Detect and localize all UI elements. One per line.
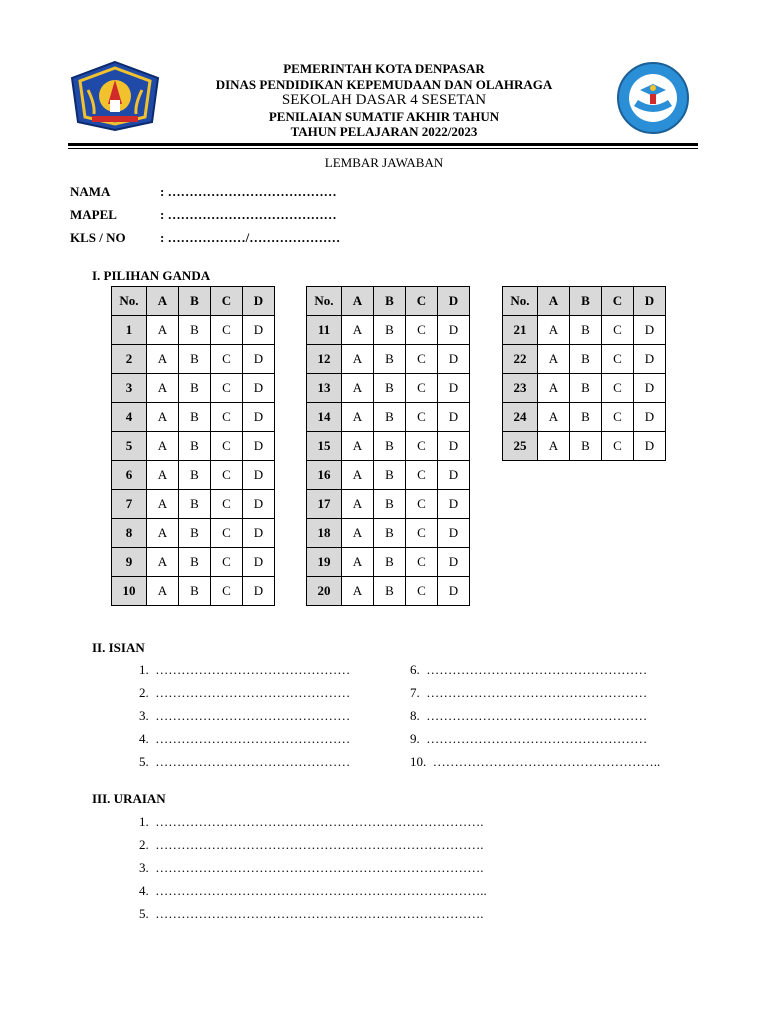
header-option: B bbox=[570, 287, 602, 316]
item-number: 10. bbox=[410, 754, 427, 769]
table-header-row bbox=[503, 287, 666, 316]
answer-option[interactable]: B bbox=[179, 345, 211, 374]
table-row bbox=[112, 403, 275, 432]
answer-option[interactable]: B bbox=[179, 316, 211, 345]
table-row bbox=[112, 432, 275, 461]
answer-option[interactable]: A bbox=[147, 316, 179, 345]
short-answer-line[interactable] bbox=[410, 708, 647, 724]
answer-blank[interactable]: …………………………………………… bbox=[426, 731, 648, 746]
header-option: A bbox=[147, 287, 179, 316]
answer-option[interactable]: A bbox=[342, 490, 374, 519]
answer-option[interactable]: D bbox=[243, 577, 275, 606]
item-number: 1. bbox=[139, 662, 149, 677]
answer-option[interactable]: C bbox=[602, 374, 634, 403]
multiple-choice-heading: I. PILIHAN GANDA bbox=[92, 268, 211, 283]
answer-option[interactable]: C bbox=[406, 374, 438, 403]
table-row bbox=[112, 519, 275, 548]
item-number: 2. bbox=[139, 837, 149, 852]
exam-name: PENILAIAN SUMATIF AKHIR TAHUN bbox=[268, 109, 500, 124]
answer-option[interactable]: A bbox=[342, 316, 374, 345]
answer-option[interactable]: D bbox=[243, 374, 275, 403]
answer-option[interactable]: C bbox=[406, 403, 438, 432]
answer-option[interactable]: A bbox=[147, 374, 179, 403]
question-number: 18 bbox=[307, 519, 342, 548]
header-option: C bbox=[211, 287, 243, 316]
answer-option[interactable]: A bbox=[147, 548, 179, 577]
answer-option[interactable]: D bbox=[438, 519, 470, 548]
name-label: NAMA bbox=[70, 184, 111, 199]
answer-option[interactable]: D bbox=[438, 316, 470, 345]
school-name: SEKOLAH DASAR 4 SESETAN bbox=[281, 92, 487, 108]
item-number: 3. bbox=[139, 860, 149, 875]
header-option: C bbox=[406, 287, 438, 316]
table-row bbox=[307, 461, 470, 490]
answer-option[interactable]: A bbox=[538, 432, 570, 461]
answer-blank[interactable]: …………………………………………………………………. bbox=[155, 906, 484, 921]
page-title: LEMBAR JAWABAN bbox=[324, 155, 444, 170]
answer-option[interactable]: C bbox=[211, 577, 243, 606]
answer-blank[interactable]: ……………………………………… bbox=[155, 662, 351, 677]
answer-option[interactable]: A bbox=[342, 577, 374, 606]
table-row bbox=[307, 519, 470, 548]
answer-option[interactable]: B bbox=[179, 577, 211, 606]
answer-option[interactable]: B bbox=[179, 548, 211, 577]
answer-option[interactable]: B bbox=[179, 519, 211, 548]
header-divider-thick bbox=[68, 143, 698, 146]
table-row bbox=[112, 461, 275, 490]
question-number: 13 bbox=[307, 374, 342, 403]
answer-option[interactable]: D bbox=[243, 403, 275, 432]
header-number: No. bbox=[503, 287, 538, 316]
question-number: 7 bbox=[112, 490, 147, 519]
header-option: A bbox=[342, 287, 374, 316]
question-number: 17 bbox=[307, 490, 342, 519]
answer-option[interactable]: B bbox=[374, 403, 406, 432]
answer-option[interactable]: B bbox=[374, 345, 406, 374]
class-number-field[interactable]: : ………………/………………… bbox=[160, 230, 341, 245]
answer-option[interactable]: D bbox=[634, 403, 666, 432]
answer-option[interactable]: A bbox=[342, 374, 374, 403]
answer-option[interactable]: C bbox=[406, 577, 438, 606]
answer-option[interactable]: B bbox=[179, 432, 211, 461]
item-number: 8. bbox=[410, 708, 420, 723]
department-title: DINAS PENDIDIKAN KEPEMUDAAN DAN OLAHRAGA bbox=[215, 77, 553, 92]
table-header-row bbox=[112, 287, 275, 316]
item-number: 5. bbox=[139, 906, 149, 921]
answer-option[interactable]: B bbox=[570, 345, 602, 374]
item-number: 4. bbox=[139, 731, 149, 746]
answer-option[interactable]: B bbox=[374, 577, 406, 606]
answer-option[interactable]: C bbox=[406, 316, 438, 345]
answer-option[interactable]: D bbox=[634, 345, 666, 374]
question-number: 23 bbox=[503, 374, 538, 403]
answer-table-11-20 bbox=[306, 286, 470, 606]
header-option: A bbox=[538, 287, 570, 316]
answer-option[interactable]: B bbox=[179, 374, 211, 403]
answer-option[interactable]: C bbox=[406, 519, 438, 548]
table-row bbox=[503, 403, 666, 432]
header-option: B bbox=[179, 287, 211, 316]
answer-option[interactable]: C bbox=[211, 316, 243, 345]
essay-answer-line[interactable] bbox=[139, 883, 487, 899]
table-header-row bbox=[307, 287, 470, 316]
short-answer-heading: II. ISIAN bbox=[92, 640, 145, 655]
answer-option[interactable]: C bbox=[406, 490, 438, 519]
answer-option[interactable]: A bbox=[538, 374, 570, 403]
answer-option[interactable]: B bbox=[570, 432, 602, 461]
question-number: 22 bbox=[503, 345, 538, 374]
table-row bbox=[307, 548, 470, 577]
question-number: 10 bbox=[112, 577, 147, 606]
table-row bbox=[307, 432, 470, 461]
answer-blank[interactable]: …………………………………………………………………. bbox=[155, 860, 484, 875]
answer-option[interactable]: C bbox=[211, 432, 243, 461]
question-number: 8 bbox=[112, 519, 147, 548]
academic-year: TAHUN PELAJARAN 2022/2023 bbox=[290, 124, 478, 139]
table-row bbox=[503, 345, 666, 374]
answer-option[interactable]: C bbox=[211, 374, 243, 403]
answer-option[interactable]: B bbox=[374, 432, 406, 461]
answer-option[interactable]: A bbox=[538, 403, 570, 432]
answer-option[interactable]: C bbox=[406, 345, 438, 374]
short-answer-line[interactable] bbox=[139, 662, 350, 678]
table-row bbox=[307, 316, 470, 345]
answer-option[interactable]: D bbox=[634, 432, 666, 461]
header-number: No. bbox=[112, 287, 147, 316]
answer-option[interactable]: A bbox=[538, 345, 570, 374]
answer-option[interactable]: B bbox=[374, 461, 406, 490]
answer-option[interactable]: D bbox=[438, 490, 470, 519]
answer-blank[interactable]: ……………………………………… bbox=[155, 754, 351, 769]
table-row bbox=[503, 432, 666, 461]
question-number: 6 bbox=[112, 461, 147, 490]
short-answer-line[interactable] bbox=[139, 685, 350, 701]
answer-option[interactable]: A bbox=[147, 577, 179, 606]
answer-option[interactable]: C bbox=[211, 461, 243, 490]
item-number: 9. bbox=[410, 731, 420, 746]
answer-option[interactable]: D bbox=[634, 374, 666, 403]
answer-option[interactable]: D bbox=[438, 461, 470, 490]
answer-option[interactable]: B bbox=[570, 374, 602, 403]
answer-option[interactable]: C bbox=[602, 316, 634, 345]
item-number: 1. bbox=[139, 814, 149, 829]
answer-option[interactable]: D bbox=[438, 432, 470, 461]
answer-option[interactable]: A bbox=[342, 432, 374, 461]
name-field[interactable]: : ………………………………… bbox=[160, 184, 337, 199]
short-answer-line[interactable] bbox=[410, 754, 660, 770]
essay-answer-line[interactable] bbox=[139, 906, 484, 922]
question-number: 4 bbox=[112, 403, 147, 432]
answer-option[interactable]: B bbox=[570, 316, 602, 345]
subject-label: MAPEL bbox=[70, 207, 117, 222]
answer-option[interactable]: A bbox=[147, 490, 179, 519]
answer-option[interactable]: C bbox=[602, 345, 634, 374]
question-number: 12 bbox=[307, 345, 342, 374]
header-option: D bbox=[438, 287, 470, 316]
essay-answer-line[interactable] bbox=[139, 837, 484, 853]
table-row bbox=[503, 374, 666, 403]
answer-option[interactable]: C bbox=[602, 403, 634, 432]
answer-option[interactable]: C bbox=[406, 548, 438, 577]
header-option: C bbox=[602, 287, 634, 316]
answer-option[interactable]: C bbox=[602, 432, 634, 461]
government-title: PEMERINTAH KOTA DENPASAR bbox=[283, 61, 485, 76]
item-number: 3. bbox=[139, 708, 149, 723]
header-divider-thin bbox=[68, 148, 698, 149]
answer-option[interactable]: C bbox=[211, 403, 243, 432]
answer-option[interactable]: B bbox=[179, 403, 211, 432]
essay-answer-line[interactable] bbox=[139, 814, 484, 830]
answer-option[interactable]: B bbox=[374, 519, 406, 548]
answer-option[interactable]: D bbox=[243, 548, 275, 577]
table-row bbox=[307, 374, 470, 403]
table-row bbox=[307, 345, 470, 374]
answer-option[interactable]: D bbox=[438, 577, 470, 606]
table-row bbox=[503, 316, 666, 345]
answer-option[interactable]: D bbox=[634, 316, 666, 345]
short-answer-line[interactable] bbox=[410, 731, 647, 747]
item-number: 6. bbox=[410, 662, 420, 677]
table-row bbox=[307, 403, 470, 432]
answer-option[interactable]: C bbox=[406, 461, 438, 490]
answer-blank[interactable]: …………………………………………………………………. bbox=[155, 814, 484, 829]
answer-table-1-10 bbox=[111, 286, 275, 606]
question-number: 25 bbox=[503, 432, 538, 461]
short-answer-line[interactable] bbox=[139, 754, 350, 770]
answer-option[interactable]: D bbox=[243, 432, 275, 461]
answer-option[interactable]: A bbox=[147, 345, 179, 374]
answer-option[interactable]: B bbox=[374, 374, 406, 403]
question-number: 5 bbox=[112, 432, 147, 461]
answer-option[interactable]: B bbox=[179, 461, 211, 490]
answer-option[interactable]: A bbox=[147, 432, 179, 461]
question-number: 20 bbox=[307, 577, 342, 606]
answer-option[interactable]: B bbox=[374, 316, 406, 345]
answer-option[interactable]: B bbox=[374, 490, 406, 519]
header-number: No. bbox=[307, 287, 342, 316]
table-row bbox=[112, 316, 275, 345]
answer-option[interactable]: A bbox=[147, 519, 179, 548]
question-number: 24 bbox=[503, 403, 538, 432]
answer-option[interactable]: A bbox=[538, 316, 570, 345]
answer-option[interactable]: D bbox=[243, 519, 275, 548]
answer-blank[interactable]: …………………………………………….. bbox=[432, 754, 661, 769]
essay-heading: III. URAIAN bbox=[92, 791, 166, 806]
header-option: D bbox=[243, 287, 275, 316]
short-answer-line[interactable] bbox=[410, 662, 647, 678]
answer-option[interactable]: D bbox=[243, 316, 275, 345]
answer-option[interactable]: A bbox=[342, 403, 374, 432]
table-row bbox=[112, 548, 275, 577]
answer-blank[interactable]: ………………………………………………………………….. bbox=[155, 883, 487, 898]
item-number: 4. bbox=[139, 883, 149, 898]
question-number: 11 bbox=[307, 316, 342, 345]
question-number: 19 bbox=[307, 548, 342, 577]
answer-option[interactable]: A bbox=[147, 403, 179, 432]
question-number: 21 bbox=[503, 316, 538, 345]
question-number: 3 bbox=[112, 374, 147, 403]
item-number: 2. bbox=[139, 685, 149, 700]
class-number-label: KLS / NO bbox=[70, 230, 126, 245]
answer-option[interactable]: D bbox=[438, 345, 470, 374]
question-number: 9 bbox=[112, 548, 147, 577]
answer-option[interactable]: A bbox=[342, 519, 374, 548]
answer-option[interactable]: C bbox=[211, 490, 243, 519]
table-row bbox=[112, 374, 275, 403]
answer-option[interactable]: A bbox=[342, 345, 374, 374]
answer-option[interactable]: A bbox=[342, 461, 374, 490]
answer-option[interactable]: B bbox=[179, 490, 211, 519]
table-row bbox=[112, 345, 275, 374]
answer-blank[interactable]: …………………………………………… bbox=[426, 662, 648, 677]
answer-option[interactable]: C bbox=[406, 432, 438, 461]
answer-option[interactable]: D bbox=[438, 374, 470, 403]
answer-option[interactable]: B bbox=[570, 403, 602, 432]
answer-blank[interactable]: …………………………………………………………………. bbox=[155, 837, 484, 852]
answer-option[interactable]: D bbox=[438, 403, 470, 432]
question-number: 14 bbox=[307, 403, 342, 432]
answer-option[interactable]: D bbox=[243, 490, 275, 519]
table-row bbox=[307, 577, 470, 606]
answer-option[interactable]: A bbox=[147, 461, 179, 490]
table-row bbox=[112, 490, 275, 519]
header-option: D bbox=[634, 287, 666, 316]
item-number: 5. bbox=[139, 754, 149, 769]
short-answer-line[interactable] bbox=[410, 685, 647, 701]
table-row bbox=[112, 577, 275, 606]
question-number: 1 bbox=[112, 316, 147, 345]
answer-option[interactable]: C bbox=[211, 548, 243, 577]
short-answer-line[interactable] bbox=[139, 731, 350, 747]
item-number: 7. bbox=[410, 685, 420, 700]
question-number: 2 bbox=[112, 345, 147, 374]
question-number: 16 bbox=[307, 461, 342, 490]
essay-answer-line[interactable] bbox=[139, 860, 484, 876]
answer-blank[interactable]: ……………………………………… bbox=[155, 708, 351, 723]
answer-table-21-25 bbox=[502, 286, 666, 461]
answer-blank[interactable]: ……………………………………… bbox=[155, 685, 351, 700]
answer-option[interactable]: A bbox=[342, 548, 374, 577]
answer-option[interactable]: D bbox=[438, 548, 470, 577]
answer-option[interactable]: C bbox=[211, 519, 243, 548]
answer-option[interactable]: D bbox=[243, 345, 275, 374]
answer-option[interactable]: D bbox=[243, 461, 275, 490]
answer-option[interactable]: C bbox=[211, 345, 243, 374]
answer-option[interactable]: B bbox=[374, 548, 406, 577]
table-row bbox=[307, 490, 470, 519]
short-answer-line[interactable] bbox=[139, 708, 350, 724]
answer-blank[interactable]: …………………………………………… bbox=[426, 708, 648, 723]
header-option: B bbox=[374, 287, 406, 316]
question-number: 15 bbox=[307, 432, 342, 461]
answer-blank[interactable]: ……………………………………… bbox=[155, 731, 351, 746]
subject-field[interactable]: : ………………………………… bbox=[160, 207, 337, 222]
answer-blank[interactable]: …………………………………………… bbox=[426, 685, 648, 700]
